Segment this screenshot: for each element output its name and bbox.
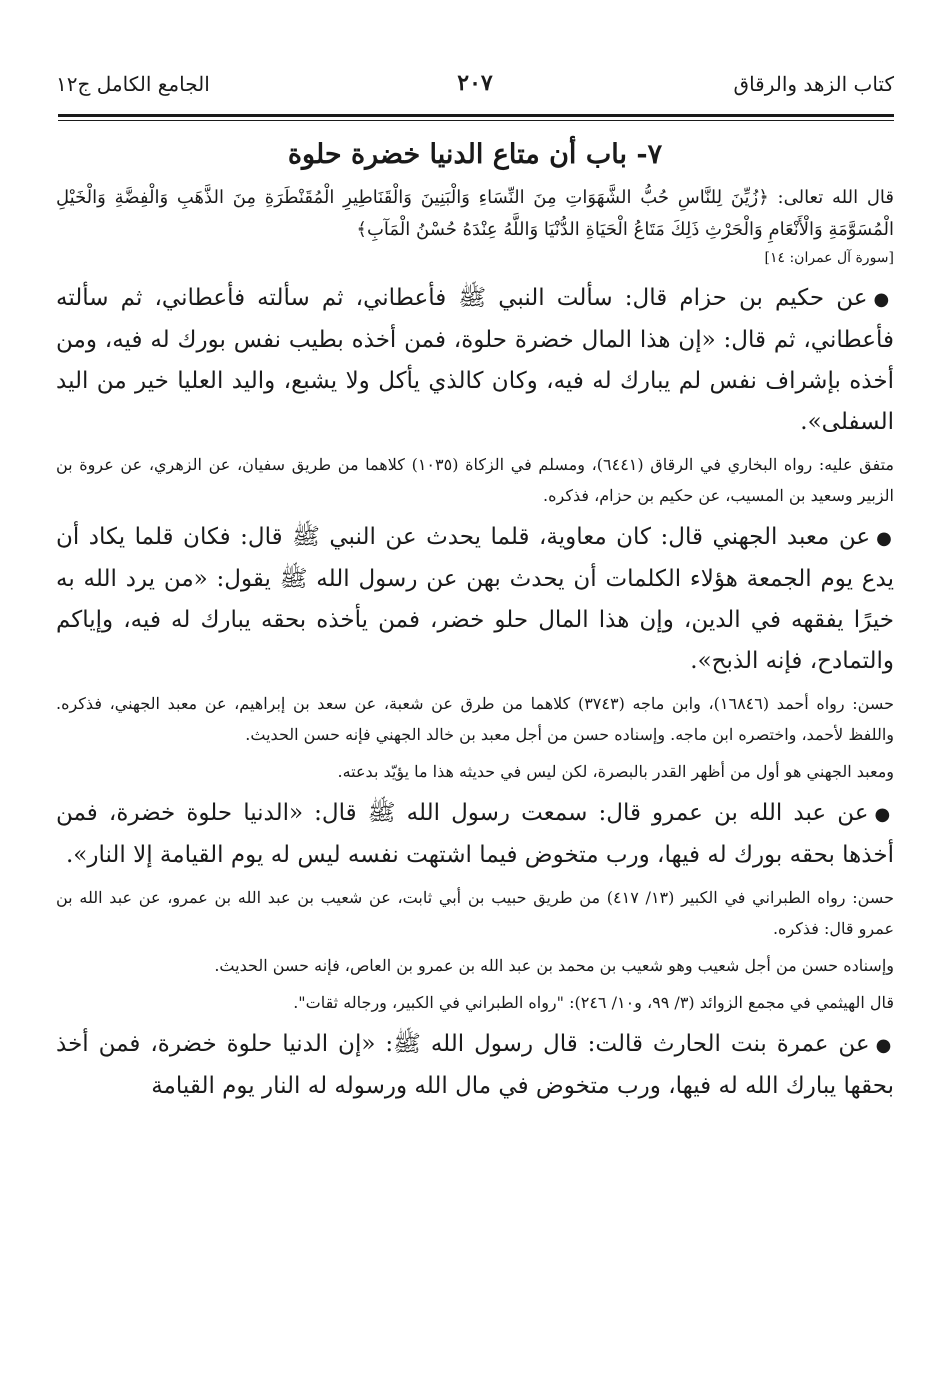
takhrij-paragraph: حسن: رواه الطبراني في الكبير (١٣/ ٤١٧) من طريق حبيب بن أبي ثابت، عن شعيب بن عبد الله بن عمرو، عن عبد الله بن عمرو قال: فذكره. (56, 888, 894, 938)
hadith-text: عن معبد الجهني قال: كان معاوية، قلما يحدث عن النبي ﷺ قال: فكان قلما يكاد أن يدع يوم الجمعة هؤلاء الكلمات أن يحدث بهن عن رسول الله ﷺ يقول: «من يرد الله به خيرًا يفقهه في الدين، وإن هذا المال حلو خضر، فمن يأخذه بحقه يبارك له فيه، وإياكم والتمادح، فإنه الذبح». (56, 524, 894, 674)
takhrij-paragraph: وإسناده حسن من أجل شعيب وهو شعيب بن محمد بن عبد الله بن عمرو بن العاص، فإنه حسن الحديث. (214, 956, 894, 975)
quran-verse: قال الله تعالى: ﴿زُيِّنَ لِلنَّاسِ حُبُّ الشَّهَوَاتِ مِنَ النِّسَاءِ وَالْبَنِينَ وَالْقَنَاطِيرِ الْمُقَنْطَرَةِ مِنَ الذَّهَبِ وَالْفِضَّةِ وَالْخَيْلِ الْمُسَوَّمَةِ وَالْأَنْعَامِ وَالْحَرْثِ ذَلِكَ مَتَاعُ الْحَيَاةِ الدُّنْيَا وَاللَّهُ عِنْدَهُ حُسْنُ الْمَآبِ﴾ (56, 187, 894, 240)
chapter-title: ٧- باب أن متاع الدنيا خضرة حلوة (287, 139, 663, 170)
takhrij-paragraph: متفق عليه: رواه البخاري في الرقاق (٦٤٤١)، ومسلم في الزكاة (١٠٣٥) كلاهما من طريق سفيان، عن الزهري، عن عروة بن الزبير وسعيد بن المسيب، عن حكيم بن حزام، فذكره. (56, 455, 895, 505)
bullet-icon: ● (874, 804, 894, 825)
hadith-paragraph (56, 1024, 894, 1107)
header-book-title: كتاب الزهد والرقاق (733, 72, 894, 96)
takhrij-paragraph: حسن: رواه أحمد (١٦٨٤٦)، وابن ماجه (٣٧٤٣) كلاهما من طرق عن شعبة، عن سعد بن إبراهيم، عن معبد الجهني، فذكره. واللفظ لأحمد، واختصره ابن ماجه. وإسناده حسن من أجل معبد بن خالد الجهني فإنه حسن الحديث. (56, 694, 895, 744)
bullet-icon: ● (876, 528, 894, 549)
hadith-paragraph (56, 278, 894, 443)
bullet-icon: ● (873, 289, 894, 310)
bullet-icon: ● (875, 1035, 894, 1056)
page-content (56, 132, 894, 1113)
verse-reference: [سورة آل عمران: ١٤] (764, 250, 894, 266)
header-page-number: ٢٠٧ (457, 70, 493, 96)
header-rule-thick (58, 114, 894, 117)
hadith-paragraph (56, 793, 894, 876)
hadith-text: عن عمرة بنت الحارث قالت: قال رسول الله ﷺ: «إن الدنيا حلوة خضرة، فمن أخذ بحقها يبارك الله له فيها، ورب متخوض في مال الله ورسوله له النار يوم القيامة (56, 1031, 894, 1099)
hadith-text: عن حكيم بن حزام قال: سألت النبي ﷺ فأعطاني، ثم سألته فأعطاني، ثم سألته فأعطاني، ثم قال: «إن هذا المال خضرة حلوة، فمن أخذه بطيب نفس بورك له فيه، ومن أخذه بإشراف نفس لم يبارك له فيه، وكان كالذي يأكل ولا يشبع، واليد العليا خير من اليد السفلى». (56, 285, 894, 435)
header-collection-title: الجامع الكامل ج١٢ (56, 72, 210, 96)
hadith-text: عن عبد الله بن عمرو قال: سمعت رسول الله ﷺ قال: «الدنيا حلوة خضرة، فمن أخذها بحقه بورك له فيها، ورب متخوض فيما اشتهت نفسه ليس له يوم القيامة إلا النار». (56, 800, 894, 868)
running-header (56, 62, 894, 102)
takhrij-paragraph: ومعبد الجهني هو أول من أظهر القدر بالبصرة، لكن ليس في حديثه هذا ما يؤيّد بدعته. (337, 762, 894, 781)
header-rule-thin (58, 120, 894, 121)
takhrij-paragraph: قال الهيثمي في مجمع الزوائد (٣/ ٩٩، و١٠/ ٢٤٦): "رواه الطبراني في الكبير، ورجاله ثقات". (293, 993, 894, 1012)
hadith-paragraph (56, 517, 894, 682)
